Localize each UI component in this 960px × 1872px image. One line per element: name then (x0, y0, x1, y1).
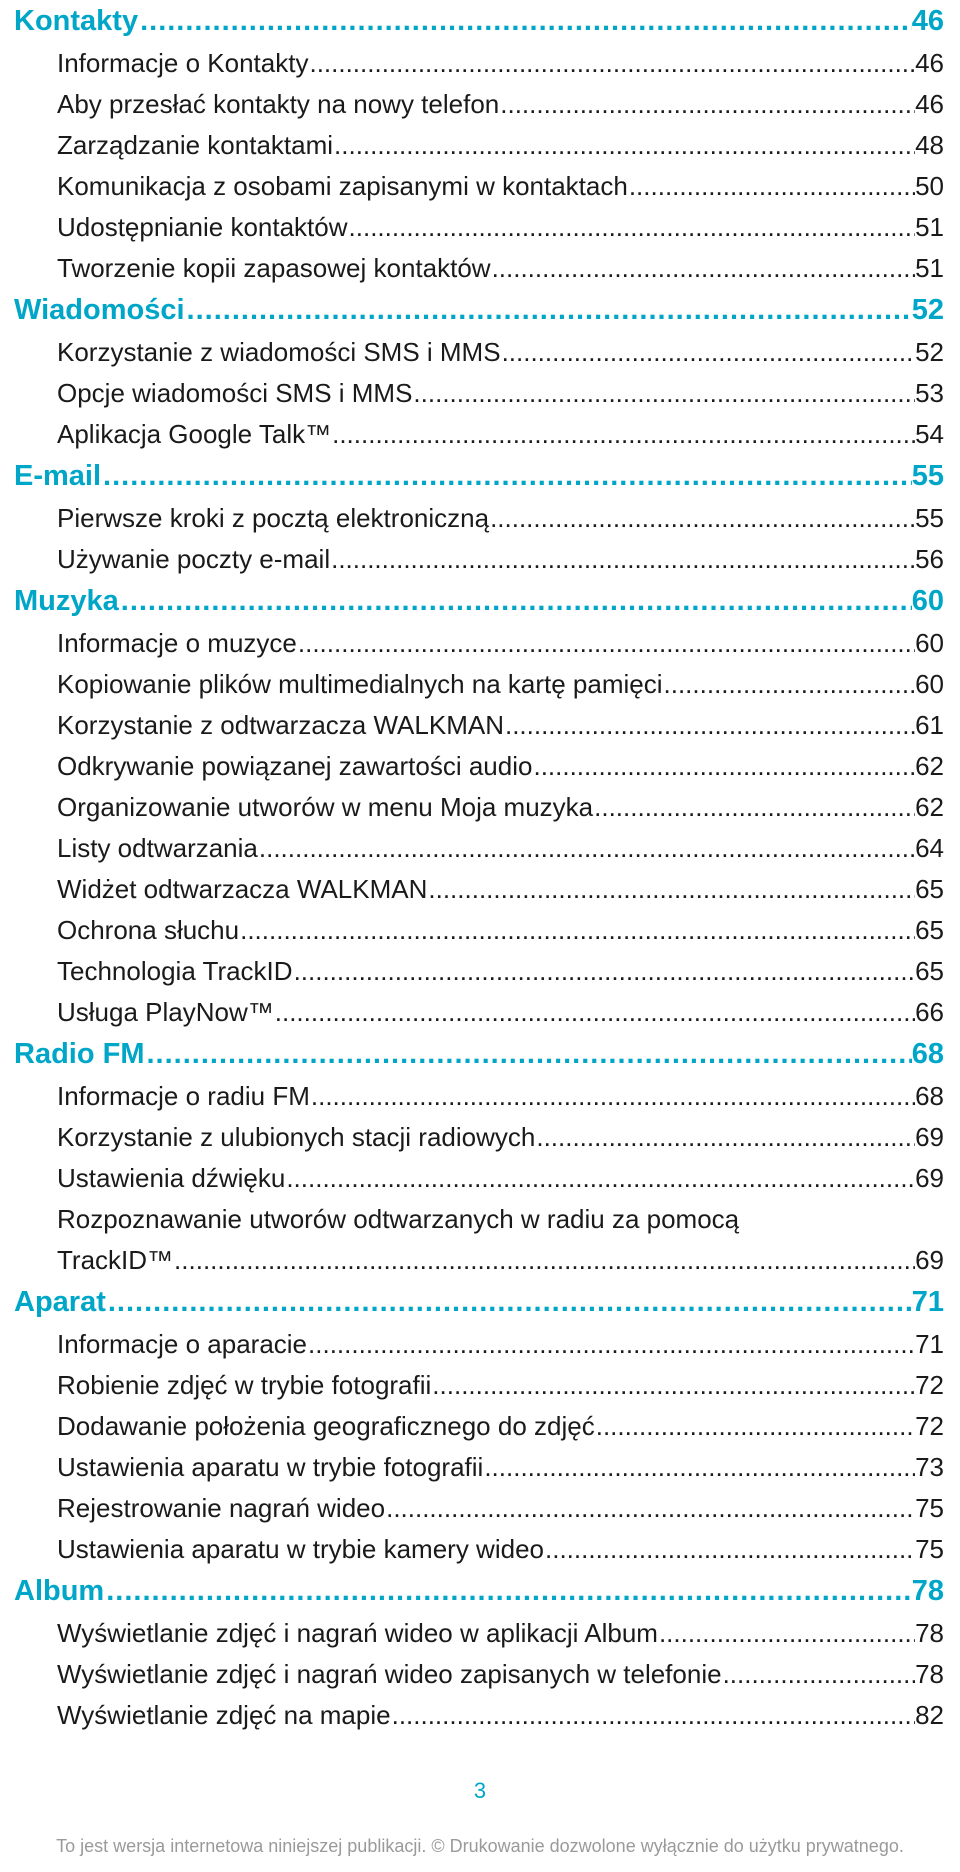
toc-entry[interactable] (57, 43, 944, 84)
toc-chapter-page: 46 (911, 5, 944, 37)
toc-leader-dots (311, 1076, 915, 1117)
toc-entry[interactable] (57, 1117, 944, 1158)
toc-entry-page: 62 (915, 792, 944, 822)
toc-leader-dots (286, 1158, 915, 1199)
toc-chapter[interactable] (14, 1570, 944, 1613)
toc-leader-dots (108, 1281, 912, 1324)
toc-entry-page: 73 (915, 1452, 944, 1482)
toc-entry-page: 75 (915, 1493, 944, 1523)
toc-entry-title: Komunikacja z osobami zapisanymi w kontaktach (57, 171, 628, 201)
toc-entry-title: Widżet odtwarzacza WALKMAN (57, 874, 428, 904)
toc-leader-dots (536, 1117, 915, 1158)
toc-leader-dots (349, 207, 916, 248)
toc-entry-page: 71 (915, 1329, 944, 1359)
toc-entry-title: Korzystanie z ulubionych stacji radiowych (57, 1122, 536, 1152)
toc-entry-page: 65 (915, 956, 944, 986)
toc-section (14, 289, 944, 455)
toc-leader-dots (428, 869, 915, 910)
toc-entry[interactable] (57, 207, 944, 248)
toc-leader-dots (484, 1447, 915, 1488)
toc-entry[interactable] (57, 498, 944, 539)
toc-entry-title: Wyświetlanie zdjęć i nagrań wideo zapisanych w telefonie (57, 1659, 722, 1689)
toc-entry-page: 78 (915, 1659, 944, 1689)
toc-entry-title: Informacje o muzyce (57, 628, 297, 658)
toc-leader-dots (174, 1240, 915, 1281)
toc-chapter-page: 55 (911, 460, 944, 492)
toc-entry-continuation (57, 1240, 944, 1281)
toc-entry[interactable] (57, 332, 944, 373)
toc-entry[interactable] (57, 664, 944, 705)
toc-chapter-page: 60 (911, 585, 944, 617)
toc-entry-page: 75 (915, 1534, 944, 1564)
toc-leader-dots (121, 580, 912, 623)
toc-leader-dots (259, 828, 915, 869)
toc-leader-dots (103, 455, 912, 498)
toc-leader-dots (392, 1695, 915, 1736)
toc-entry-page: 52 (915, 337, 944, 367)
toc-entry-page: 55 (915, 503, 944, 533)
toc-section (14, 580, 944, 1033)
toc-entry-page: 46 (915, 48, 944, 78)
toc-entry-page: 62 (915, 751, 944, 781)
toc-chapter-title: Aparat (14, 1286, 106, 1318)
toc-entry-title: Aplikacja Google Talk™ (57, 419, 332, 449)
toc-entry-title: Rejestrowanie nagrań wideo (57, 1493, 386, 1523)
toc-entry-page: 48 (915, 130, 944, 160)
toc-section (14, 0, 944, 289)
toc-section (14, 1570, 944, 1736)
toc-entry[interactable] (57, 951, 944, 992)
toc-entry-page: 65 (915, 915, 944, 945)
toc-leader-dots (332, 414, 915, 455)
toc-entry[interactable] (57, 828, 944, 869)
toc-leader-dots (594, 787, 915, 828)
toc-entry[interactable] (57, 1447, 944, 1488)
toc-entry-page: 72 (915, 1370, 944, 1400)
toc-entry-page: 61 (915, 710, 944, 740)
toc-leader-dots (596, 1406, 915, 1447)
toc-entry[interactable] (57, 992, 944, 1033)
toc-entry-title: Ustawienia aparatu w trybie fotografii (57, 1452, 484, 1482)
toc-entry-page: 69 (915, 1163, 944, 1193)
toc-entry-title: Ustawienia aparatu w trybie kamery wideo (57, 1534, 544, 1564)
toc-entry[interactable] (57, 125, 944, 166)
toc-entry-page: 66 (915, 997, 944, 1027)
toc-entry[interactable] (57, 1654, 944, 1695)
toc-entry-title: Aby przesłać kontakty na nowy telefon (57, 89, 500, 119)
toc-leader-dots (140, 0, 912, 43)
toc-entry-title: Wyświetlanie zdjęć na mapie (57, 1700, 391, 1730)
toc-entry-title: Ochrona słuchu (57, 915, 240, 945)
toc-entry[interactable] (57, 248, 944, 289)
toc-entry-page: 60 (915, 669, 944, 699)
toc-entry-page: 53 (915, 378, 944, 408)
toc-leader-dots (331, 539, 915, 580)
toc-chapter-page: 68 (911, 1038, 944, 1070)
toc-leader-dots (500, 84, 915, 125)
toc-leader-dots (492, 248, 916, 289)
toc-section (14, 455, 944, 580)
toc-chapter[interactable] (14, 1281, 944, 1324)
toc-entry-title: Zarządzanie kontaktami (57, 130, 334, 160)
toc-entry-page: 69 (915, 1245, 944, 1275)
toc-leader-dots (723, 1654, 916, 1695)
toc-entry-page: 50 (915, 171, 944, 201)
toc-entry-page: 46 (915, 89, 944, 119)
toc-entry-page: 56 (915, 544, 944, 574)
toc-entry-title: Organizowanie utworów w menu Moja muzyka (57, 792, 594, 822)
toc-chapter[interactable] (14, 289, 944, 332)
toc-entry[interactable] (57, 746, 944, 787)
toc-entry-title: Odkrywanie powiązanej zawartości audio (57, 751, 533, 781)
toc-chapter-title: Wiadomości (14, 294, 185, 326)
toc-entry[interactable] (57, 1613, 944, 1654)
toc-chapter-page: 52 (911, 294, 944, 326)
toc-entry-page: 69 (915, 1122, 944, 1152)
toc-entry-title-line2: TrackID™ (57, 1245, 174, 1275)
toc-entry[interactable] (57, 414, 944, 455)
toc-entry-page: 51 (915, 253, 944, 283)
toc-leader-dots (490, 498, 915, 539)
toc-entry-page: 78 (915, 1618, 944, 1648)
toc-entry-title: Opcje wiadomości SMS i MMS (57, 378, 413, 408)
toc-chapter-title: Radio FM (14, 1038, 145, 1070)
toc-entry[interactable] (57, 84, 944, 125)
toc-leader-dots (386, 1488, 915, 1529)
table-of-contents (14, 0, 944, 1736)
toc-entry[interactable] (57, 705, 944, 746)
toc-entry[interactable] (57, 1529, 944, 1570)
toc-leader-dots (533, 746, 915, 787)
toc-leader-dots (505, 705, 915, 746)
toc-leader-dots (298, 623, 915, 664)
toc-leader-dots (106, 1570, 912, 1613)
toc-entry-title: Ustawienia dźwięku (57, 1163, 286, 1193)
toc-entry-title: Pierwsze kroki z pocztą elektroniczną (57, 503, 490, 533)
toc-entry-title: Tworzenie kopii zapasowej kontaktów (57, 253, 491, 283)
toc-leader-dots (309, 43, 915, 84)
toc-leader-dots (664, 664, 916, 705)
toc-chapter[interactable] (14, 455, 944, 498)
toc-entry-page: 54 (915, 419, 944, 449)
toc-entry[interactable] (57, 1076, 944, 1117)
toc-entry[interactable] (57, 1406, 944, 1447)
toc-entry[interactable] (57, 1488, 944, 1529)
toc-leader-dots (240, 910, 915, 951)
toc-leader-dots (147, 1033, 912, 1076)
toc-entry-page: 60 (915, 628, 944, 658)
toc-chapter-page: 78 (911, 1575, 944, 1607)
toc-entry-title: Rozpoznawanie utworów odtwarzanych w radiu za pomocą (57, 1204, 740, 1234)
toc-leader-dots (187, 289, 912, 332)
toc-entry[interactable] (57, 373, 944, 414)
toc-leader-dots (294, 951, 916, 992)
toc-leader-dots (334, 125, 915, 166)
toc-entry[interactable] (57, 910, 944, 951)
toc-chapter-title: Muzyka (14, 585, 119, 617)
toc-entry[interactable] (57, 1324, 944, 1365)
toc-chapter[interactable] (14, 580, 944, 623)
toc-entry-title: Wyświetlanie zdjęć i nagrań wideo w aplikacji Album (57, 1618, 658, 1648)
toc-entry-page: 64 (915, 833, 944, 863)
toc-section (14, 1033, 944, 1281)
toc-leader-dots (275, 992, 915, 1033)
toc-entry-title: Informacje o Kontakty (57, 48, 309, 78)
toc-entry[interactable] (57, 869, 944, 910)
toc-entry-title: Kopiowanie plików multimedialnych na kartę pamięci (57, 669, 663, 699)
toc-leader-dots (308, 1324, 915, 1365)
toc-entry[interactable] (57, 1158, 944, 1199)
toc-entry[interactable] (57, 1365, 944, 1406)
toc-entry[interactable] (57, 1695, 944, 1736)
toc-chapter-title: Kontakty (14, 5, 139, 37)
toc-entry[interactable] (57, 1199, 944, 1281)
toc-entry-title: Robienie zdjęć w trybie fotografii (57, 1370, 432, 1400)
toc-leader-dots (432, 1365, 915, 1406)
toc-entry-title: Udostępnianie kontaktów (57, 212, 348, 242)
toc-entry-title: Korzystanie z wiadomości SMS i MMS (57, 337, 501, 367)
toc-entry-title: Dodawanie położenia geograficznego do zdjęć (57, 1411, 595, 1441)
toc-entry-title: Informacje o radiu FM (57, 1081, 310, 1111)
toc-entry-page: 51 (915, 212, 944, 242)
toc-leader-dots (659, 1613, 915, 1654)
toc-chapter-title: Album (14, 1575, 105, 1607)
toc-leader-dots (413, 373, 915, 414)
toc-entry[interactable] (57, 787, 944, 828)
toc-leader-dots (545, 1529, 915, 1570)
page-number: 3 (473, 1778, 487, 1803)
toc-chapter[interactable] (14, 1033, 944, 1076)
toc-entry[interactable] (57, 623, 944, 664)
toc-entry-title: Listy odtwarzania (57, 833, 258, 863)
toc-entry-page: 72 (915, 1411, 944, 1441)
toc-entry-page: 68 (915, 1081, 944, 1111)
toc-leader-dots (502, 332, 916, 373)
toc-chapter[interactable] (14, 0, 944, 43)
toc-leader-dots (629, 166, 915, 207)
footer-notice: To jest wersja internetowa niniejszej publikacji. © Drukowanie dozwolone wyłącznie do użytku prywatnego. (56, 1836, 904, 1856)
toc-entry-title: Korzystanie z odtwarzacza WALKMAN (57, 710, 504, 740)
toc-entry[interactable] (57, 166, 944, 207)
toc-entry-page: 82 (915, 1700, 944, 1730)
toc-section (14, 1281, 944, 1570)
toc-entry-title: Technologia TrackID (57, 956, 293, 986)
toc-entry[interactable] (57, 539, 944, 580)
toc-entry-title: Używanie poczty e-mail (57, 544, 331, 574)
toc-entry-title: Informacje o aparacie (57, 1329, 308, 1359)
toc-entry-title: Usługa PlayNow™ (57, 997, 274, 1027)
toc-entry-page: 65 (915, 874, 944, 904)
toc-chapter-page: 71 (911, 1286, 944, 1318)
toc-chapter-title: E-mail (14, 460, 102, 492)
